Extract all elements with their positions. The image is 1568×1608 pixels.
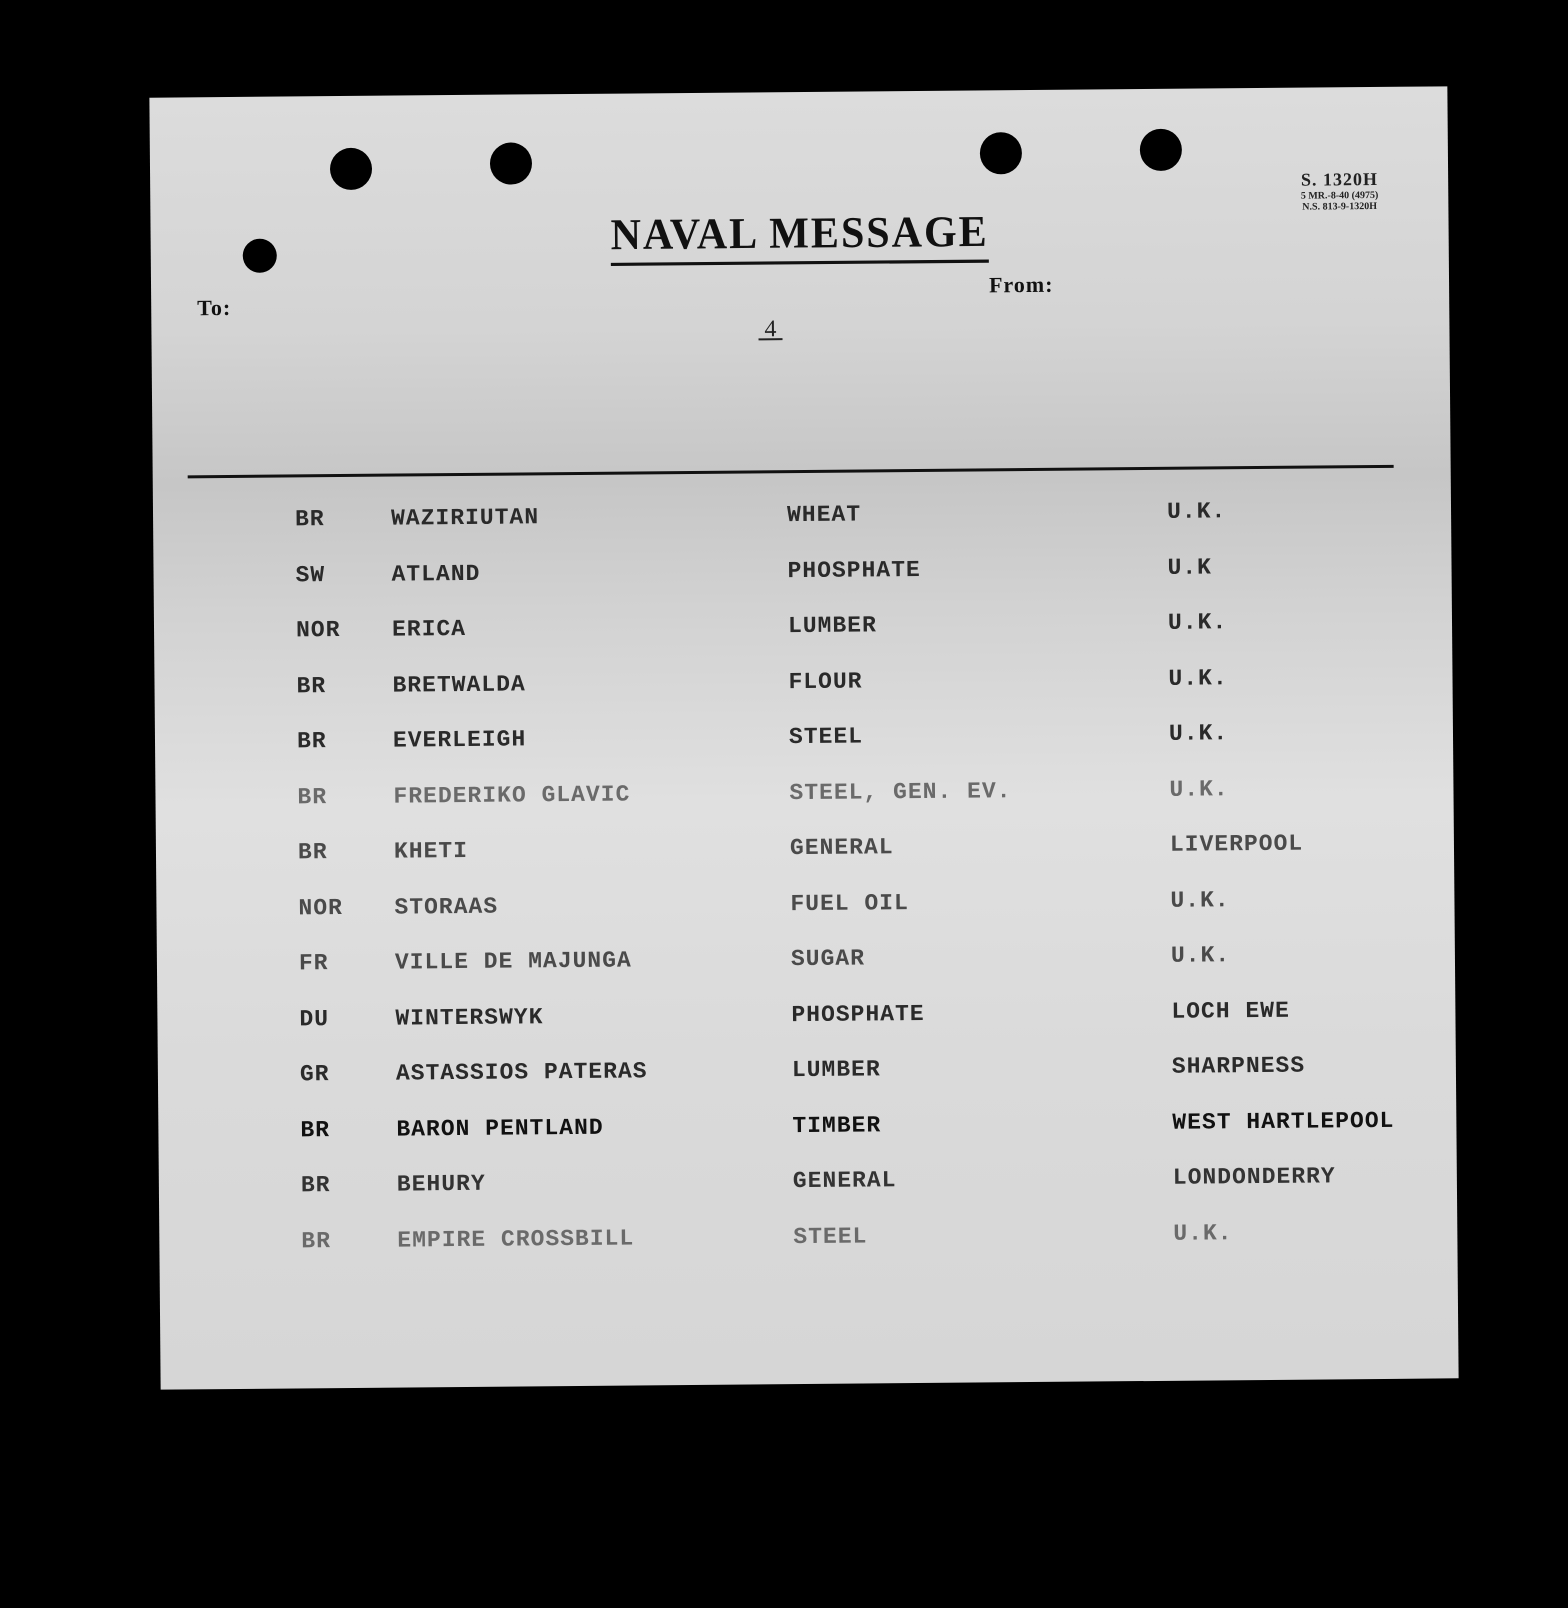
- page-number: 4: [758, 320, 782, 340]
- flag-cell: SW: [295, 561, 326, 588]
- form-code-line: 5 MR.-8-40 (4975): [1300, 189, 1379, 202]
- page-title: NAVAL MESSAGE: [610, 207, 989, 266]
- flag-cell: BR: [296, 672, 327, 699]
- destination-cell: U.K.: [1167, 609, 1228, 636]
- cargo-cell: STEEL: [788, 723, 864, 751]
- flag-cell: BR: [301, 1227, 332, 1254]
- ship-cell: FREDERIKO GLAVIC: [393, 781, 631, 810]
- list-item: [159, 1218, 1457, 1285]
- cargo-cell: PHOSPHATE: [787, 556, 921, 584]
- destination-cell: U.K.: [1173, 1219, 1233, 1247]
- ship-cell: VILLE DE MAJUNGA: [394, 947, 632, 976]
- cargo-cell: TIMBER: [792, 1111, 882, 1139]
- cargo-cell: STEEL, GEN. EV.: [789, 777, 1012, 806]
- to-label: To:: [197, 294, 232, 321]
- form-code-line: N.S. 813-9-1320H: [1302, 200, 1378, 213]
- cargo-cell: LUMBER: [787, 612, 877, 640]
- ship-cell: EMPIRE CROSSBILL: [397, 1225, 635, 1254]
- flag-cell: GR: [299, 1061, 330, 1088]
- flag-cell: FR: [298, 950, 329, 977]
- cargo-cell: WHEAT: [786, 501, 862, 529]
- destination-cell: LIVERPOOL: [1169, 830, 1304, 858]
- cargo-cell: SUGAR: [790, 945, 866, 973]
- flag-cell: BR: [296, 728, 327, 755]
- ship-cell: ASTASSIOS PATERAS: [395, 1058, 648, 1087]
- destination-cell: U.K.: [1169, 775, 1229, 803]
- ship-list: [153, 496, 1458, 1284]
- flag-cell: DU: [299, 1005, 330, 1032]
- cargo-cell: GENERAL: [789, 834, 894, 862]
- ship-cell: STORAAS: [394, 893, 499, 921]
- destination-cell: LONDONDERRY: [1172, 1163, 1336, 1191]
- destination-cell: U.K.: [1168, 664, 1228, 692]
- flag-cell: BR: [294, 506, 325, 533]
- ship-cell: EVERLEIGH: [392, 726, 527, 754]
- destination-cell: U.K.: [1170, 942, 1231, 969]
- flag-cell: BR: [300, 1116, 331, 1143]
- ship-cell: WAZIRIUTAN: [390, 504, 540, 532]
- destination-cell: U.K.: [1170, 886, 1230, 914]
- flag-cell: NOR: [295, 617, 341, 644]
- flag-cell: BR: [300, 1172, 331, 1199]
- destination-cell: U.K.: [1168, 720, 1229, 747]
- destination-cell: U.K: [1167, 553, 1213, 581]
- flag-cell: NOR: [298, 894, 343, 921]
- punch-hole: [243, 239, 277, 273]
- ship-cell: BEHURY: [396, 1170, 486, 1198]
- destination-cell: WEST HARTLEPOOL: [1172, 1107, 1395, 1136]
- ship-cell: ATLAND: [391, 560, 481, 588]
- punch-hole: [330, 148, 372, 190]
- destination-cell: LOCH EWE: [1171, 997, 1290, 1025]
- from-label: From:: [988, 271, 1054, 298]
- punch-hole: [980, 132, 1022, 174]
- punch-hole: [490, 142, 532, 184]
- form-code: [1301, 169, 1379, 213]
- ship-cell: KHETI: [393, 837, 469, 865]
- cargo-cell: FLOUR: [788, 667, 863, 695]
- header-divider: [188, 465, 1394, 479]
- cargo-cell: LUMBER: [791, 1056, 881, 1084]
- cargo-cell: PHOSPHATE: [791, 1000, 925, 1028]
- form-code-line: S. 1320H: [1300, 168, 1378, 190]
- ship-cell: WINTERSWYK: [395, 1003, 544, 1032]
- destination-cell: SHARPNESS: [1171, 1052, 1306, 1080]
- ship-cell: ERICA: [391, 615, 467, 643]
- destination-cell: U.K.: [1166, 498, 1227, 525]
- cargo-cell: GENERAL: [792, 1167, 897, 1195]
- flag-cell: BR: [297, 783, 328, 810]
- cargo-cell: FUEL OIL: [790, 889, 909, 917]
- flag-cell: BR: [297, 839, 328, 866]
- cargo-cell: STEEL: [793, 1222, 868, 1250]
- ship-cell: BRETWALDA: [392, 670, 526, 699]
- message-sheet: [149, 86, 1458, 1389]
- ship-cell: BARON PENTLAND: [396, 1114, 604, 1143]
- punch-hole: [1140, 129, 1182, 171]
